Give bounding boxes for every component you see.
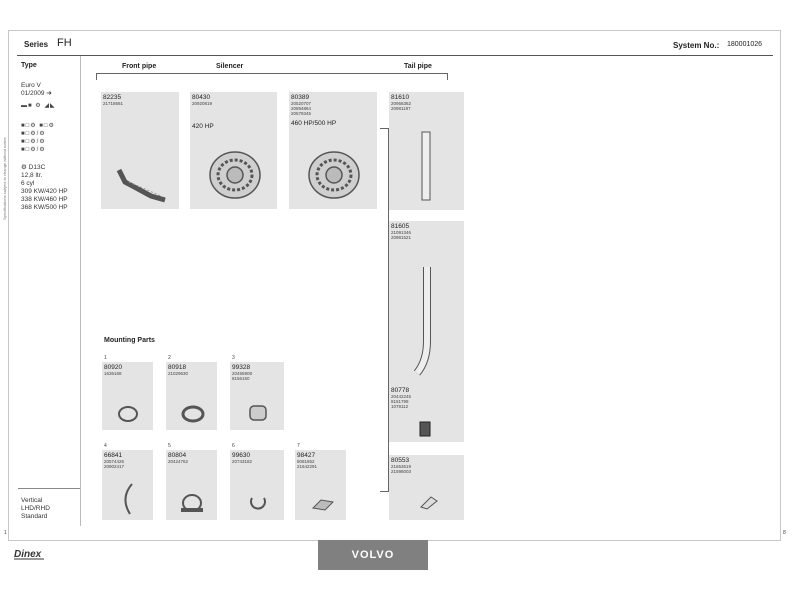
spec-2: 309 KW/420 HP — [21, 188, 68, 195]
section-silencer: Silencer — [216, 63, 244, 70]
part-ref: 8151798 — [391, 399, 409, 404]
mounting-part-80918[interactable] — [166, 362, 217, 430]
engine-model: ⚙ D13C — [21, 164, 46, 171]
part-ref: 21718661 — [103, 101, 124, 106]
part-ref: 1636168 — [104, 371, 122, 376]
section-mounting: Mounting Parts — [104, 337, 155, 344]
part-ref: 20981521 — [391, 235, 412, 240]
section-bracket — [96, 73, 448, 80]
part-ref: 21029630 — [168, 371, 189, 376]
part-ref: 20743182 — [232, 459, 253, 464]
part-number: 80778 — [391, 387, 410, 394]
mounting-part-80920[interactable] — [102, 362, 153, 430]
part-ref: 20442245 — [391, 394, 412, 399]
footer-rule — [18, 488, 80, 489]
part-number: 80918 — [168, 364, 187, 371]
mounting-index: 5 — [168, 443, 171, 449]
side-note: Specifications subject to change without notice — [2, 137, 7, 220]
series-value: FH — [57, 37, 72, 49]
part-ref: 8081852 — [297, 459, 315, 464]
part-ref: 21598003 — [391, 469, 412, 474]
section-tail-pipe: Tail pipe — [404, 63, 432, 70]
type-label: Type — [21, 62, 37, 69]
part-number: 80804 — [168, 452, 187, 459]
hanger-ring-figure — [246, 490, 270, 514]
part-81605[interactable] — [389, 221, 464, 385]
part-ref: 20579345 — [291, 111, 312, 116]
section-front-pipe: Front pipe — [122, 63, 157, 70]
mounting-index: 4 — [104, 443, 107, 449]
footer-1: LHD/RHD — [21, 505, 50, 512]
part-82235[interactable] — [101, 92, 179, 209]
part-number: 82235 — [103, 94, 122, 101]
mounting-part-66841[interactable] — [102, 450, 153, 520]
brand-banner: VOLVO — [318, 540, 428, 570]
part-ref: 21653619 — [391, 464, 412, 469]
part-note: 460 HP/500 HP — [291, 120, 337, 127]
ring-clamp-figure — [116, 404, 140, 424]
spec-4: 368 KW/500 HP — [21, 204, 68, 211]
part-number: 80920 — [104, 364, 123, 371]
valid-from-date: 01/2009 ➔ — [21, 90, 52, 97]
part-81610[interactable] — [389, 92, 464, 210]
mounting-index: 1 — [104, 355, 107, 361]
spec-3: 338 KW/460 HP — [21, 196, 68, 203]
part-ref: 20956362 — [391, 101, 412, 106]
part-ref: 20455908 — [232, 371, 253, 376]
band-clamp-figure — [180, 404, 206, 424]
dinex-logo — [12, 545, 48, 561]
mounting-index: 7 — [297, 443, 300, 449]
system-value: 180001026 — [727, 41, 763, 48]
axle-config-icons-4: ■□⚙/⚙ — [21, 147, 46, 153]
part-number: 66841 — [104, 452, 123, 459]
part-80553[interactable] — [389, 455, 464, 520]
euro-norm: Euro V — [21, 82, 41, 89]
part-ref: 20902417 — [104, 464, 125, 469]
part-ref: 20981197 — [391, 106, 411, 111]
part-ref: 21091346 — [391, 230, 412, 235]
footer-0: Vertical — [21, 497, 43, 504]
clamp-figure — [417, 419, 433, 439]
page-marker-left: 1 — [4, 530, 7, 536]
part-ref: 20894864 — [291, 106, 312, 111]
part-80778[interactable] — [389, 385, 464, 442]
spec-1: 6 cyl — [21, 180, 35, 187]
header-rule — [17, 55, 773, 56]
part-ref: 8156150 — [232, 376, 250, 381]
axle-config-icons-3: ■□⚙/⚙ — [21, 139, 46, 145]
part-number: 81610 — [391, 94, 410, 101]
bracket-mount-figure — [309, 494, 337, 514]
part-80430[interactable] — [190, 92, 277, 209]
svg-text:Dinex: Dinex — [14, 549, 42, 560]
u-bolt-clamp-figure — [178, 490, 206, 516]
part-ref: 21642291 — [297, 464, 318, 469]
part-ref: 20520707 — [291, 101, 312, 106]
bent-tail-pipe-figure — [407, 261, 447, 383]
strap-figure — [118, 480, 138, 518]
part-ref: 20424762 — [168, 459, 189, 464]
vehicle-icons: ▬■ ⚙ ◢◣ — [21, 103, 56, 109]
part-number: 80389 — [291, 94, 310, 101]
mounting-index: 2 — [168, 355, 171, 361]
mounting-part-99630[interactable] — [230, 450, 284, 520]
axle-config-icons-2: ■□⚙/⚙ — [21, 131, 46, 137]
axle-config-icons: ■□⚙ ■□⚙ — [21, 123, 55, 129]
mounting-part-80804[interactable] — [166, 450, 217, 520]
silencer-figure — [305, 148, 363, 202]
part-number: 98427 — [297, 452, 316, 459]
mounting-index: 6 — [232, 443, 235, 449]
sleeve-figure — [246, 402, 270, 424]
part-number: 81605 — [391, 223, 410, 230]
front-pipe-figure — [111, 160, 171, 204]
silencer-figure — [206, 148, 264, 202]
part-number: 80430 — [192, 94, 211, 101]
system-label: System No.: — [673, 41, 720, 50]
part-ref: 20920819 — [192, 101, 213, 106]
arrow-right-icon: ➔ — [46, 90, 52, 97]
mounting-part-99328[interactable] — [230, 362, 284, 430]
series-label: Series — [24, 40, 49, 49]
part-number: 80553 — [391, 457, 410, 464]
straight-tail-pipe-figure — [417, 130, 435, 204]
mounting-index: 3 — [232, 355, 235, 361]
spec-0: 12,8 ltr. — [21, 172, 43, 179]
tail-bracket — [380, 128, 389, 492]
part-ref: 1078112 — [391, 404, 409, 409]
mounting-part-98427[interactable] — [295, 450, 346, 520]
part-number: 99630 — [232, 452, 251, 459]
part-80389[interactable] — [289, 92, 377, 209]
part-note: 420 HP — [192, 123, 214, 130]
bracket-figure — [417, 491, 441, 513]
engine-icon: ⚙ — [21, 164, 27, 171]
page-marker-right: 8 — [783, 530, 786, 536]
part-number: 99328 — [232, 364, 251, 371]
part-ref: 20574426 — [104, 459, 125, 464]
footer-2: Standard — [21, 513, 48, 520]
